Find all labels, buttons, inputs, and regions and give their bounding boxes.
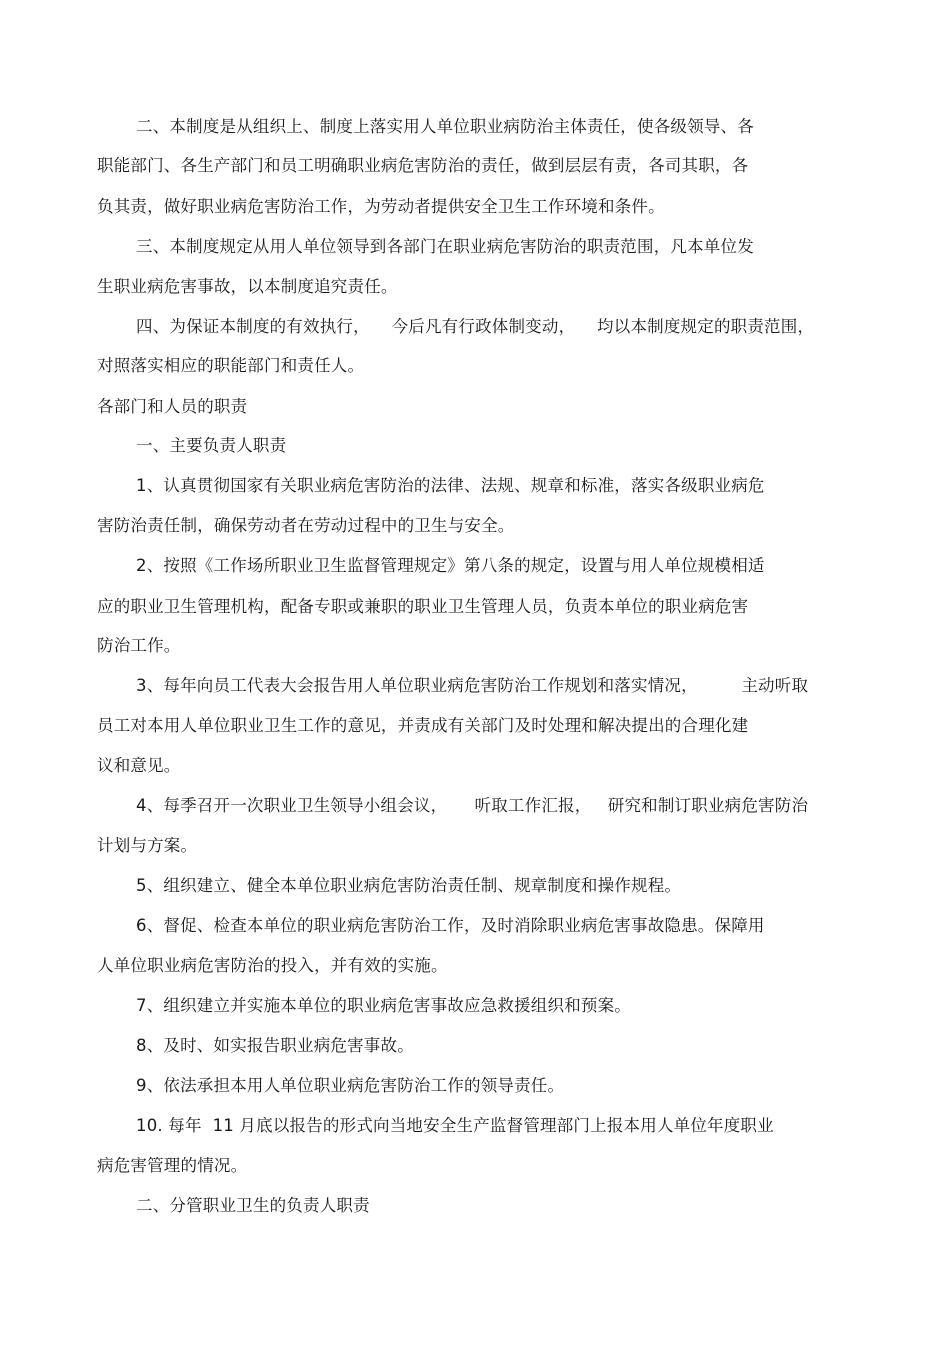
paragraph-2-line-2: 职能部门、各生产部门和员工明确职业病危害防治的责任，做到层层有责，各司其职，各 <box>97 156 749 175</box>
item-3-line-2: 员工对本用人单位职业卫生工作的意见，并责成有关部门及时处理和解决提出的合理化建 <box>97 716 749 735</box>
item-4-line-1: 4、每季召开一次职业卫生领导小组会议， 听取工作汇报， 研究和制订职业病危害防治 <box>136 796 809 815</box>
subsection-heading-1: 一、主要负责人职责 <box>136 436 287 455</box>
paragraph-4-line-2: 对照落实相应的职能部门和责任人。 <box>97 356 365 375</box>
item-3-line-1: 3、每年向员工代表大会报告用人单位职业病危害防治工作规划和落实情况， 主动听取 <box>136 676 809 695</box>
item-2-line-3: 防治工作。 <box>97 636 181 655</box>
paragraph-3-line-2: 生职业病危害事故，以本制度追究责任。 <box>97 277 398 296</box>
item-4-line-2: 计划与方案。 <box>97 836 198 855</box>
paragraph-2-line-3: 负其责，做好职业病危害防治工作，为劳动者提供安全卫生工作环境和条件。 <box>97 197 665 216</box>
item-3-line-3: 议和意见。 <box>97 756 181 775</box>
paragraph-2-line-1: 二、本制度是从组织上、制度上落实用人单位职业病防治主体责任，使各级领导、各 <box>136 117 754 136</box>
item-9-line-1: 9、依法承担本用人单位职业病危害防治工作的领导责任。 <box>136 1076 565 1095</box>
item-1-line-1: 1、认真贯彻国家有关职业病危害防治的法律、法规、规章和标准，落实各级职业病危 <box>136 476 765 495</box>
item-10-line-2: 病危害管理的情况。 <box>97 1156 248 1175</box>
item-5-line-1: 5、组织建立、健全本单位职业病危害防治责任制、规章制度和操作规程。 <box>136 876 682 895</box>
item-6-line-1: 6、督促、检查本单位的职业病危害防治工作，及时消除职业病危害事故隐患。保障用 <box>136 916 765 935</box>
item-10-line-1: 10. 每年 11 月底以报告的形式向当地安全生产监督管理部门上报本用人单位年度职业 <box>136 1116 774 1135</box>
item-8-line-1: 8、及时、如实报告职业病危害事故。 <box>136 1036 414 1055</box>
section-heading: 各部门和人员的职责 <box>97 397 248 416</box>
item-7-line-1: 7、组织建立并实施本单位的职业病危害事故应急救援组织和预案。 <box>136 996 631 1015</box>
item-1-line-2: 害防治责任制，确保劳动者在劳动过程中的卫生与安全。 <box>97 516 515 535</box>
paragraph-4-line-1: 四、为保证本制度的有效执行， 今后凡有行政体制变动， 均以本制度规定的职责范围， <box>136 317 815 336</box>
paragraph-3-line-1: 三、本制度规定从用人单位领导到各部门在职业病危害防治的职责范围，凡本单位发 <box>136 237 754 256</box>
item-6-line-2: 人单位职业病危害防治的投入，并有效的实施。 <box>97 956 448 975</box>
item-2-line-2: 应的职业卫生管理机构，配备专职或兼职的职业卫生管理人员，负责本单位的职业病危害 <box>97 597 749 616</box>
subsection-heading-2: 二、分管职业卫生的负责人职责 <box>136 1196 370 1215</box>
item-2-line-1: 2、按照《工作场所职业卫生监督管理规定》第八条的规定，设置与用人单位规模相适 <box>136 556 765 575</box>
